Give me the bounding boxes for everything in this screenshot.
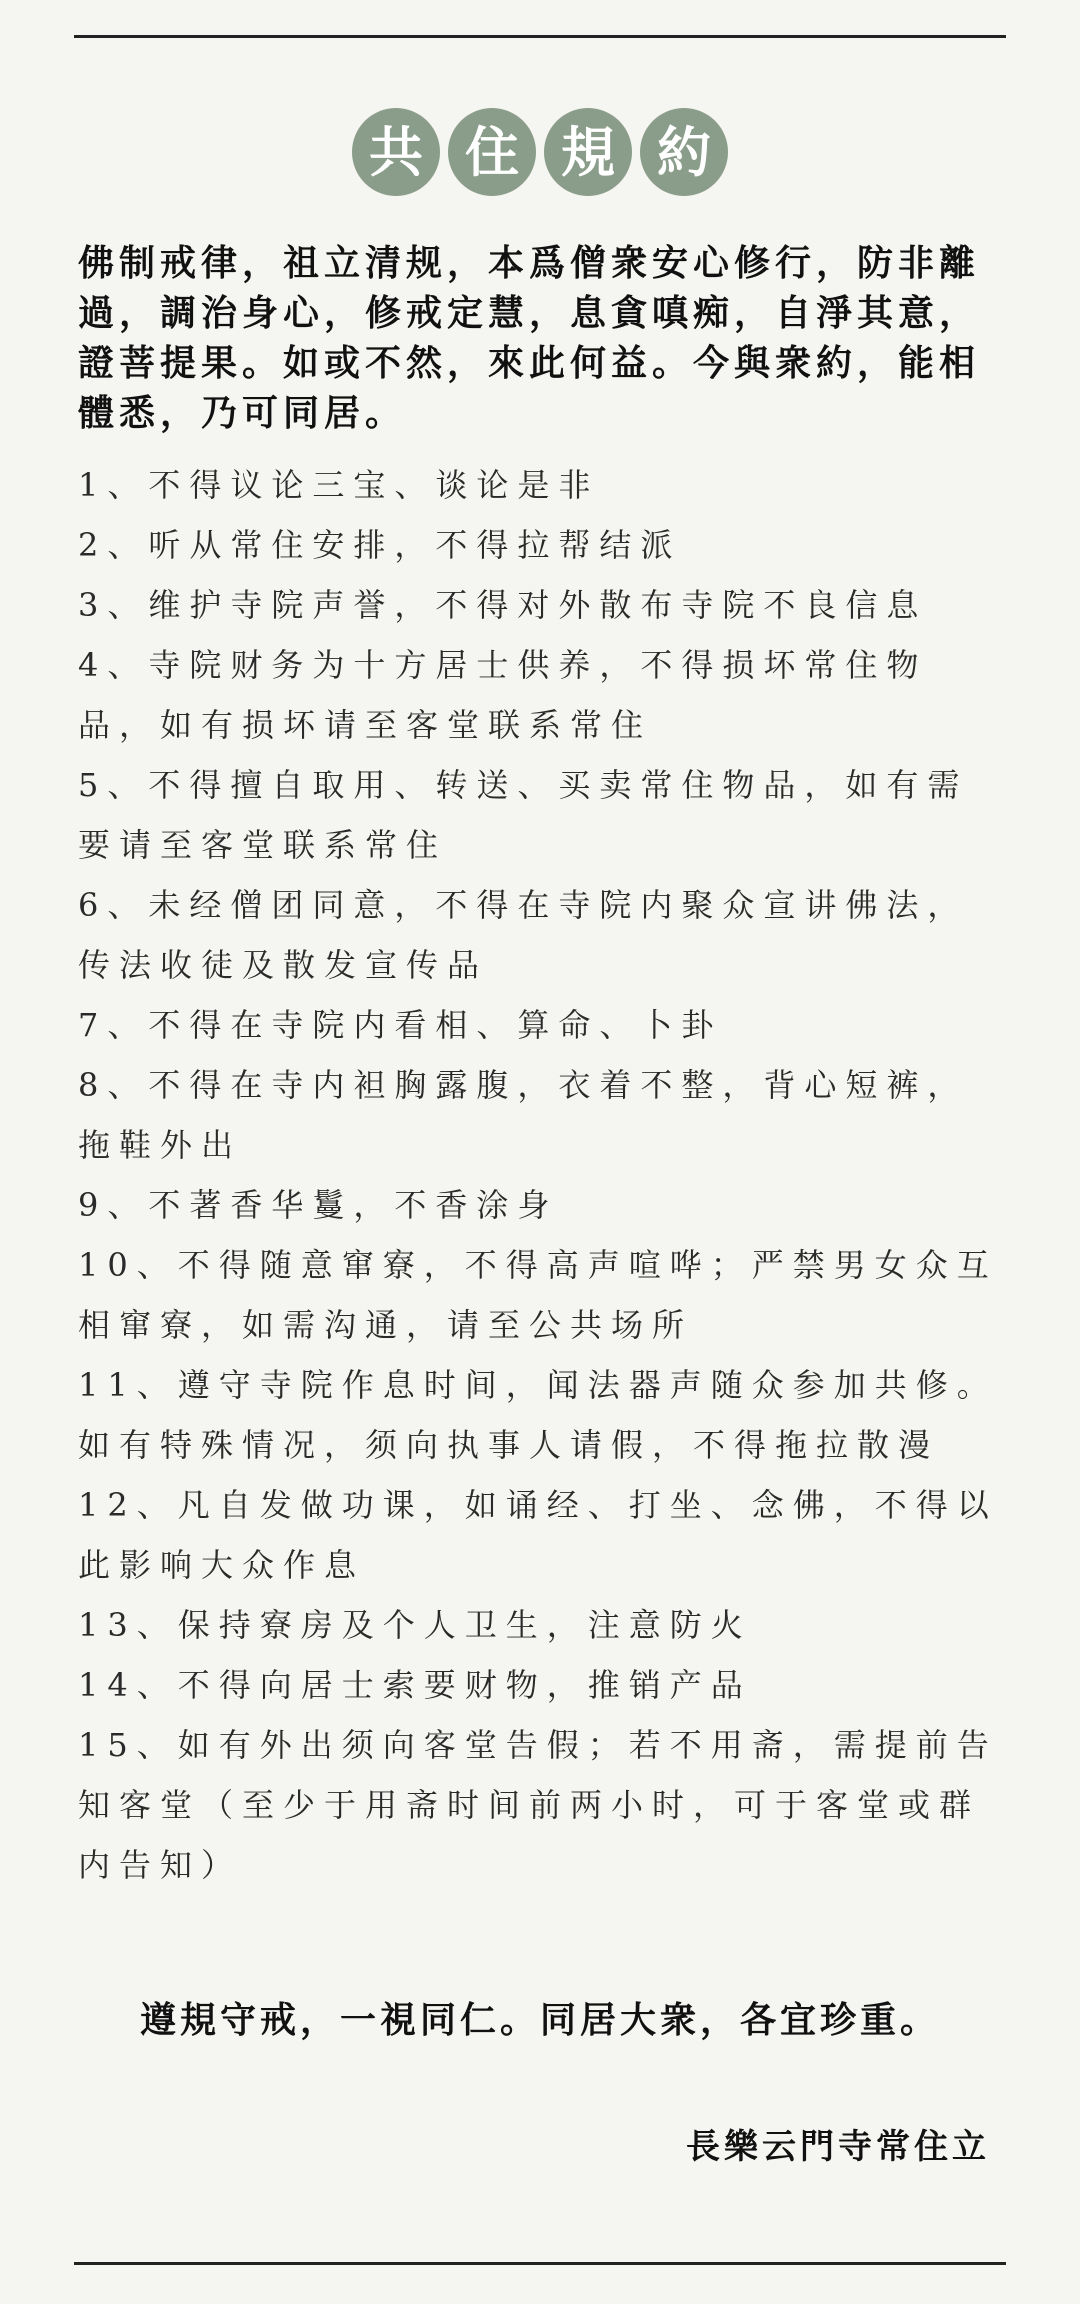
rule-item: 4、寺院财务为十方居士供养，不得损坏常住物品，如有损坏请至客堂联系常住 xyxy=(78,646,928,744)
title-char: 共 xyxy=(352,108,440,196)
rule-item: 14、不得向居士索要财物，推销产品 xyxy=(78,1666,752,1704)
rule-item: 10、不得随意窜寮，不得高声喧哗；严禁男女众互相窜寮，如需沟通，请至公共场所 xyxy=(78,1246,998,1344)
rule-item: 8、不得在寺内袒胸露腹，衣着不整，背心短裤，拖鞋外出 xyxy=(78,1066,969,1164)
rule-item: 13、保持寮房及个人卫生，注意防火 xyxy=(78,1606,752,1644)
bottom-divider xyxy=(74,2262,1006,2265)
rule-item: 6、未经僧团同意，不得在寺院内聚众宣讲佛法，传法收徒及散发宣传品 xyxy=(78,886,969,984)
signature: 長樂云門寺常住立 xyxy=(686,2127,990,2167)
rule-item: 12、凡自发做功课，如诵经、打坐、念佛，不得以此影响大众作息 xyxy=(78,1486,998,1584)
title-char: 規 xyxy=(544,108,632,196)
rule-item: 9、不著香华鬘，不香涂身 xyxy=(78,1186,559,1224)
rule-item: 2、听从常住安排，不得拉帮结派 xyxy=(78,526,682,564)
title-char: 住 xyxy=(448,108,536,196)
page-title xyxy=(0,108,1080,196)
rules-list xyxy=(78,455,1002,1895)
closing-line: 遵規守戒，一視同仁。同居大衆，各宜珍重。 xyxy=(139,1999,940,2041)
rule-item: 5、不得擅自取用、转送、买卖常住物品，如有需要请至客堂联系常住 xyxy=(78,766,969,864)
rule-item: 7、不得在寺院内看相、算命、卜卦 xyxy=(78,1006,723,1044)
rule-item: 11、遵守寺院作息时间，闻法器声随众参加共修。如有特殊情况，须向执事人请假，不得拖拉散漫 xyxy=(78,1366,998,1464)
intro-paragraph: 佛制戒律，祖立清规，本爲僧衆安心修行，防非離過，調治身心，修戒定慧，息貪嗔痴，自淨其意，證菩提果。如或不然，來此何益。今與衆約，能相體悉，乃可同居。 xyxy=(78,242,981,434)
rule-item: 15、如有外出须向客堂告假；若不用斋，需提前告知客堂（至少于用斋时间前两小时，可于客堂或群内告知） xyxy=(78,1726,998,1884)
top-divider xyxy=(74,35,1006,38)
title-char: 約 xyxy=(640,108,728,196)
rule-item: 3、维护寺院声誉，不得对外散布寺院不良信息 xyxy=(78,586,928,624)
rule-item: 1、不得议论三宝、谈论是非 xyxy=(78,466,600,504)
